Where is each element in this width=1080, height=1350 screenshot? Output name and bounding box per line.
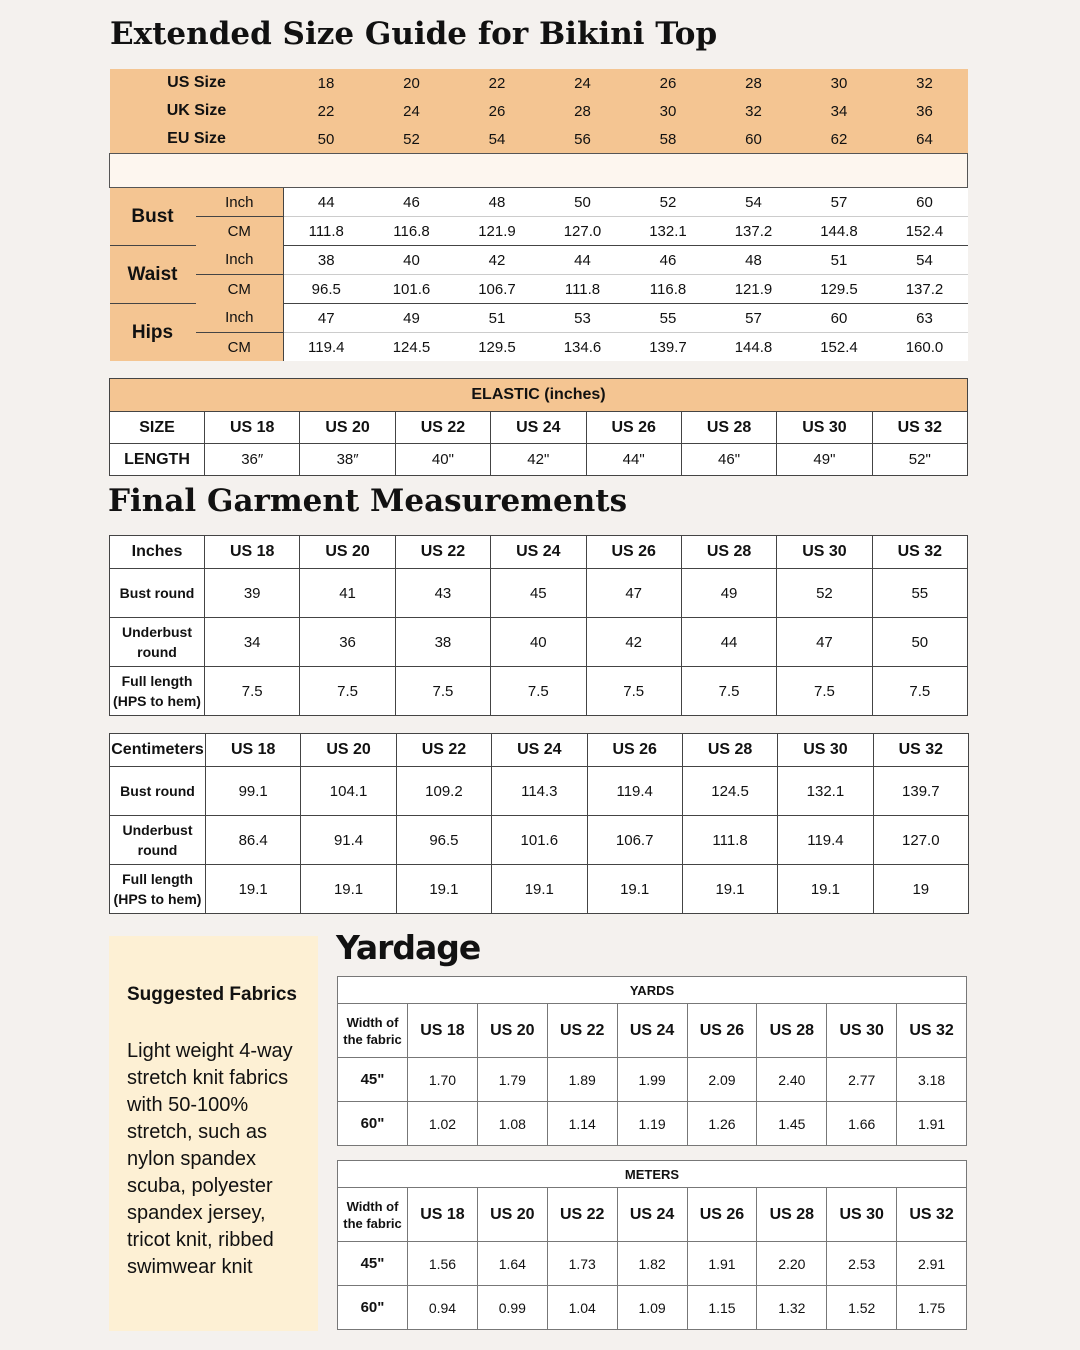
yardage-value: 1.45 <box>757 1102 827 1146</box>
table-header-row <box>110 536 968 569</box>
size-header-row <box>110 125 968 154</box>
size-column-header: US 30 <box>827 1188 897 1242</box>
yardage-value: 1.52 <box>827 1286 897 1330</box>
size-column-header: US 20 <box>301 734 396 767</box>
elastic-table <box>109 378 968 476</box>
elastic-length: 49" <box>777 444 872 476</box>
yardage-value: 2.40 <box>757 1058 827 1102</box>
measurement-value: 160.0 <box>882 333 968 362</box>
elastic-title: ELASTIC (inches) <box>110 379 968 412</box>
size-system-label: UK Size <box>110 97 284 125</box>
table-cell: 39 <box>205 569 300 618</box>
elastic-size: US 26 <box>586 412 681 444</box>
table-row <box>110 816 969 865</box>
measurement-value: 144.8 <box>711 333 797 362</box>
measurement-value: 57 <box>711 304 797 333</box>
yardage-value: 1.15 <box>687 1286 757 1330</box>
yardage-header-row <box>338 1188 967 1242</box>
yardage-value: 1.26 <box>687 1102 757 1146</box>
unit-label: CM <box>196 275 284 304</box>
measurement-value: 129.5 <box>797 275 882 304</box>
table-cell: 7.5 <box>777 667 872 716</box>
suggested-fabrics-box <box>109 936 318 1331</box>
inches-table <box>109 535 968 716</box>
measurement-value: 51 <box>455 304 540 333</box>
table-cell: 104.1 <box>301 767 396 816</box>
measurement-value: 119.4 <box>284 333 369 362</box>
elastic-size-label: SIZE <box>110 412 205 444</box>
elastic-size: US 20 <box>300 412 395 444</box>
size-value: 62 <box>797 125 882 154</box>
table-corner-label: Centimeters <box>110 734 206 767</box>
size-column-header: US 30 <box>778 734 873 767</box>
yardage-unit-row <box>338 977 967 1004</box>
size-column-header: US 18 <box>205 536 300 569</box>
size-value: 26 <box>626 69 711 97</box>
size-column-header: US 18 <box>206 734 301 767</box>
unit-label: CM <box>196 333 284 362</box>
measurement-value: 60 <box>882 188 968 217</box>
table-cell: 124.5 <box>682 767 777 816</box>
yardage-row <box>338 1242 967 1286</box>
table-cell: 7.5 <box>491 667 586 716</box>
measurement-value: 137.2 <box>882 275 968 304</box>
size-column-header: US 32 <box>873 734 968 767</box>
size-column-header: US 22 <box>547 1004 617 1058</box>
yardage-value: 2.20 <box>757 1242 827 1286</box>
measurement-value: 129.5 <box>455 333 540 362</box>
measurement-value: 116.8 <box>369 217 455 246</box>
elastic-size: US 22 <box>395 412 490 444</box>
yardage-value: 1.66 <box>827 1102 897 1146</box>
table-cell: 7.5 <box>395 667 490 716</box>
yardage-value: 1.89 <box>547 1058 617 1102</box>
measurement-value: 38 <box>284 246 369 275</box>
size-value: 20 <box>369 69 455 97</box>
table-row <box>110 767 969 816</box>
measurement-name: Hips <box>110 304 196 362</box>
measurement-row <box>110 275 968 304</box>
size-value: 50 <box>284 125 369 154</box>
unit-label: Inch <box>196 188 284 217</box>
size-header-row <box>110 69 968 97</box>
yardage-value: 1.32 <box>757 1286 827 1330</box>
size-value: 36 <box>882 97 968 125</box>
size-column-header: US 32 <box>897 1188 967 1242</box>
table-cell: 55 <box>872 569 967 618</box>
yardage-value: 1.91 <box>687 1242 757 1286</box>
table-cell: 19.1 <box>682 865 777 914</box>
size-value: 58 <box>626 125 711 154</box>
size-guide-table <box>109 69 968 361</box>
elastic-size: US 30 <box>777 412 872 444</box>
yardage-header-row <box>338 1004 967 1058</box>
table-cell: 111.8 <box>682 816 777 865</box>
row-label: Full length (HPS to hem) <box>110 865 206 914</box>
size-value: 54 <box>455 125 540 154</box>
table-cell: 7.5 <box>681 667 776 716</box>
table-cell: 106.7 <box>587 816 682 865</box>
yardage-value: 1.08 <box>477 1102 547 1146</box>
width-of-fabric-label: Width of the fabric <box>338 1004 408 1058</box>
yardage-value: 1.56 <box>408 1242 478 1286</box>
measurement-value: 55 <box>626 304 711 333</box>
measurement-value: 46 <box>369 188 455 217</box>
fabric-width-label: 45" <box>338 1242 408 1286</box>
table-cell: 45 <box>491 569 586 618</box>
table-cell: 91.4 <box>301 816 396 865</box>
table-cell: 139.7 <box>873 767 968 816</box>
table-cell: 47 <box>777 618 872 667</box>
measurement-value: 124.5 <box>369 333 455 362</box>
size-system-label: EU Size <box>110 125 284 154</box>
size-column-header: US 22 <box>395 536 490 569</box>
size-value: 52 <box>369 125 455 154</box>
spacer-row <box>110 154 968 188</box>
size-value: 26 <box>455 97 540 125</box>
size-column-header: US 26 <box>587 734 682 767</box>
measurement-value: 51 <box>797 246 882 275</box>
table-row <box>110 667 968 716</box>
size-column-header: US 24 <box>617 1188 687 1242</box>
size-column-header: US 26 <box>586 536 681 569</box>
table-cell: 19.1 <box>587 865 682 914</box>
yardage-unit-row <box>338 1161 967 1188</box>
table-cell: 43 <box>395 569 490 618</box>
table-cell: 7.5 <box>872 667 967 716</box>
size-column-header: US 28 <box>757 1004 827 1058</box>
table-cell: 19.1 <box>206 865 301 914</box>
table-corner-label: Inches <box>110 536 205 569</box>
measurement-value: 152.4 <box>882 217 968 246</box>
measurement-value: 111.8 <box>284 217 369 246</box>
yardage-title: Yardage <box>336 928 481 967</box>
elastic-length: 38″ <box>300 444 395 476</box>
yardage-row <box>338 1058 967 1102</box>
measurement-value: 101.6 <box>369 275 455 304</box>
elastic-size: US 32 <box>872 412 967 444</box>
yardage-value: 1.73 <box>547 1242 617 1286</box>
table-cell: 50 <box>872 618 967 667</box>
size-value: 60 <box>711 125 797 154</box>
table-cell: 49 <box>681 569 776 618</box>
size-column-header: US 28 <box>757 1188 827 1242</box>
measurement-value: 127.0 <box>540 217 626 246</box>
measurement-value: 48 <box>711 246 797 275</box>
measurement-value: 139.7 <box>626 333 711 362</box>
table-cell: 38 <box>395 618 490 667</box>
table-row <box>110 569 968 618</box>
measurement-row <box>110 304 968 333</box>
elastic-length: 44" <box>586 444 681 476</box>
measurement-value: 152.4 <box>797 333 882 362</box>
table-cell: 101.6 <box>492 816 587 865</box>
table-cell: 7.5 <box>586 667 681 716</box>
unit-label: Inch <box>196 304 284 333</box>
table-cell: 47 <box>586 569 681 618</box>
size-column-header: US 18 <box>408 1004 478 1058</box>
final-measurements-title: Final Garment Measurements <box>108 483 628 519</box>
table-cell: 19 <box>873 865 968 914</box>
suggested-fabrics-text: Light weight 4-way stretch knit fabrics with 50-100% stretch, such as nylon spandex scuba, polyester spandex jersey, tricot knit, ribbed swimwear knit <box>127 1040 293 1278</box>
yardage-value: 2.77 <box>827 1058 897 1102</box>
table-cell: 119.4 <box>778 816 873 865</box>
yardage-value: 1.79 <box>477 1058 547 1102</box>
fabric-width-label: 45" <box>338 1058 408 1102</box>
table-cell: 109.2 <box>396 767 491 816</box>
size-column-header: US 20 <box>477 1188 547 1242</box>
measurement-value: 42 <box>455 246 540 275</box>
table-cell: 19.1 <box>492 865 587 914</box>
measurement-value: 54 <box>882 246 968 275</box>
table-cell: 86.4 <box>206 816 301 865</box>
yardage-value: 2.91 <box>897 1242 967 1286</box>
measurement-row <box>110 333 968 362</box>
elastic-length: 36″ <box>205 444 300 476</box>
measurement-row <box>110 188 968 217</box>
measurement-value: 54 <box>711 188 797 217</box>
yardage-unit-title: YARDS <box>338 977 967 1004</box>
yardage-value: 2.53 <box>827 1242 897 1286</box>
size-column-header: US 24 <box>617 1004 687 1058</box>
size-column-header: US 26 <box>687 1188 757 1242</box>
elastic-size: US 28 <box>681 412 776 444</box>
yardage-value: 2.09 <box>687 1058 757 1102</box>
table-cell: 19.1 <box>778 865 873 914</box>
row-label: Full length (HPS to hem) <box>110 667 205 716</box>
measurement-value: 53 <box>540 304 626 333</box>
elastic-length-label: LENGTH <box>110 444 205 476</box>
measurement-value: 106.7 <box>455 275 540 304</box>
measurement-value: 50 <box>540 188 626 217</box>
size-value: 24 <box>369 97 455 125</box>
size-system-label: US Size <box>110 69 284 97</box>
measurement-value: 46 <box>626 246 711 275</box>
measurement-value: 44 <box>284 188 369 217</box>
size-column-header: US 18 <box>408 1188 478 1242</box>
size-column-header: US 24 <box>492 734 587 767</box>
elastic-size: US 24 <box>491 412 586 444</box>
unit-label: Inch <box>196 246 284 275</box>
size-value: 32 <box>882 69 968 97</box>
table-cell: 19.1 <box>396 865 491 914</box>
table-cell: 40 <box>491 618 586 667</box>
measurement-value: 49 <box>369 304 455 333</box>
size-column-header: US 28 <box>682 734 777 767</box>
yardage-value: 1.02 <box>408 1102 478 1146</box>
size-column-header: US 26 <box>687 1004 757 1058</box>
table-cell: 19.1 <box>301 865 396 914</box>
size-value: 32 <box>711 97 797 125</box>
yardage-unit-title: METERS <box>338 1161 967 1188</box>
table-cell: 127.0 <box>873 816 968 865</box>
table-cell: 52 <box>777 569 872 618</box>
yardage-value: 0.99 <box>477 1286 547 1330</box>
measurement-value: 121.9 <box>711 275 797 304</box>
yardage-yards-table <box>337 976 967 1146</box>
table-cell: 42 <box>586 618 681 667</box>
elastic-size: US 18 <box>205 412 300 444</box>
row-label: Underbust round <box>110 816 206 865</box>
measurement-name: Waist <box>110 246 196 304</box>
suggested-fabrics-title: Suggested Fabrics <box>127 984 297 1005</box>
table-row <box>110 865 969 914</box>
table-cell: 7.5 <box>205 667 300 716</box>
yardage-row <box>338 1286 967 1330</box>
measurement-value: 40 <box>369 246 455 275</box>
measurement-row <box>110 246 968 275</box>
table-cell: 34 <box>205 618 300 667</box>
measurement-value: 111.8 <box>540 275 626 304</box>
table-cell: 119.4 <box>587 767 682 816</box>
size-column-header: US 32 <box>897 1004 967 1058</box>
row-label: Bust round <box>110 767 206 816</box>
table-cell: 7.5 <box>300 667 395 716</box>
size-header-row <box>110 97 968 125</box>
table-cell: 114.3 <box>492 767 587 816</box>
size-column-header: US 20 <box>477 1004 547 1058</box>
size-value: 28 <box>540 97 626 125</box>
row-label: Underbust round <box>110 618 205 667</box>
yardage-value: 1.14 <box>547 1102 617 1146</box>
size-value: 30 <box>797 69 882 97</box>
measurement-row <box>110 217 968 246</box>
table-cell: 44 <box>681 618 776 667</box>
table-row <box>110 618 968 667</box>
measurement-name: Bust <box>110 188 196 246</box>
measurement-value: 132.1 <box>626 217 711 246</box>
size-column-header: US 22 <box>396 734 491 767</box>
size-value: 28 <box>711 69 797 97</box>
measurement-value: 48 <box>455 188 540 217</box>
elastic-length: 42" <box>491 444 586 476</box>
size-column-header: US 20 <box>300 536 395 569</box>
elastic-length: 52" <box>872 444 967 476</box>
fabric-width-label: 60" <box>338 1102 408 1146</box>
size-value: 64 <box>882 125 968 154</box>
size-value: 18 <box>284 69 369 97</box>
measurement-value: 57 <box>797 188 882 217</box>
width-of-fabric-label: Width of the fabric <box>338 1188 408 1242</box>
yardage-value: 1.70 <box>408 1058 478 1102</box>
size-value: 30 <box>626 97 711 125</box>
measurement-value: 60 <box>797 304 882 333</box>
measurement-value: 134.6 <box>540 333 626 362</box>
fabric-width-label: 60" <box>338 1286 408 1330</box>
yardage-row <box>338 1102 967 1146</box>
yardage-value: 1.64 <box>477 1242 547 1286</box>
unit-label: CM <box>196 217 284 246</box>
measurement-value: 47 <box>284 304 369 333</box>
yardage-value: 1.82 <box>617 1242 687 1286</box>
yardage-value: 1.09 <box>617 1286 687 1330</box>
measurement-value: 144.8 <box>797 217 882 246</box>
measurement-value: 137.2 <box>711 217 797 246</box>
size-value: 56 <box>540 125 626 154</box>
size-value: 22 <box>284 97 369 125</box>
table-header-row <box>110 734 969 767</box>
table-cell: 96.5 <box>396 816 491 865</box>
size-column-header: US 30 <box>827 1004 897 1058</box>
measurement-value: 44 <box>540 246 626 275</box>
yardage-value: 3.18 <box>897 1058 967 1102</box>
size-column-header: US 24 <box>491 536 586 569</box>
yardage-value: 1.91 <box>897 1102 967 1146</box>
size-value: 34 <box>797 97 882 125</box>
size-column-header: US 22 <box>547 1188 617 1242</box>
measurement-value: 121.9 <box>455 217 540 246</box>
measurement-value: 96.5 <box>284 275 369 304</box>
measurement-value: 116.8 <box>626 275 711 304</box>
table-cell: 41 <box>300 569 395 618</box>
size-value: 22 <box>455 69 540 97</box>
yardage-value: 1.04 <box>547 1286 617 1330</box>
measurement-value: 52 <box>626 188 711 217</box>
yardage-value: 1.75 <box>897 1286 967 1330</box>
yardage-value: 1.99 <box>617 1058 687 1102</box>
measurement-value: 63 <box>882 304 968 333</box>
table-cell: 99.1 <box>206 767 301 816</box>
size-column-header: US 30 <box>777 536 872 569</box>
size-column-header: US 32 <box>872 536 967 569</box>
table-cell: 132.1 <box>778 767 873 816</box>
yardage-meters-table <box>337 1160 967 1330</box>
page-title: Extended Size Guide for Bikini Top <box>110 16 718 52</box>
size-column-header: US 28 <box>681 536 776 569</box>
table-cell: 36 <box>300 618 395 667</box>
yardage-value: 0.94 <box>408 1286 478 1330</box>
row-label: Bust round <box>110 569 205 618</box>
centimeters-table <box>109 733 969 914</box>
elastic-length: 46" <box>681 444 776 476</box>
yardage-value: 1.19 <box>617 1102 687 1146</box>
size-value: 24 <box>540 69 626 97</box>
elastic-length: 40" <box>395 444 490 476</box>
spacer-cell <box>110 154 968 188</box>
